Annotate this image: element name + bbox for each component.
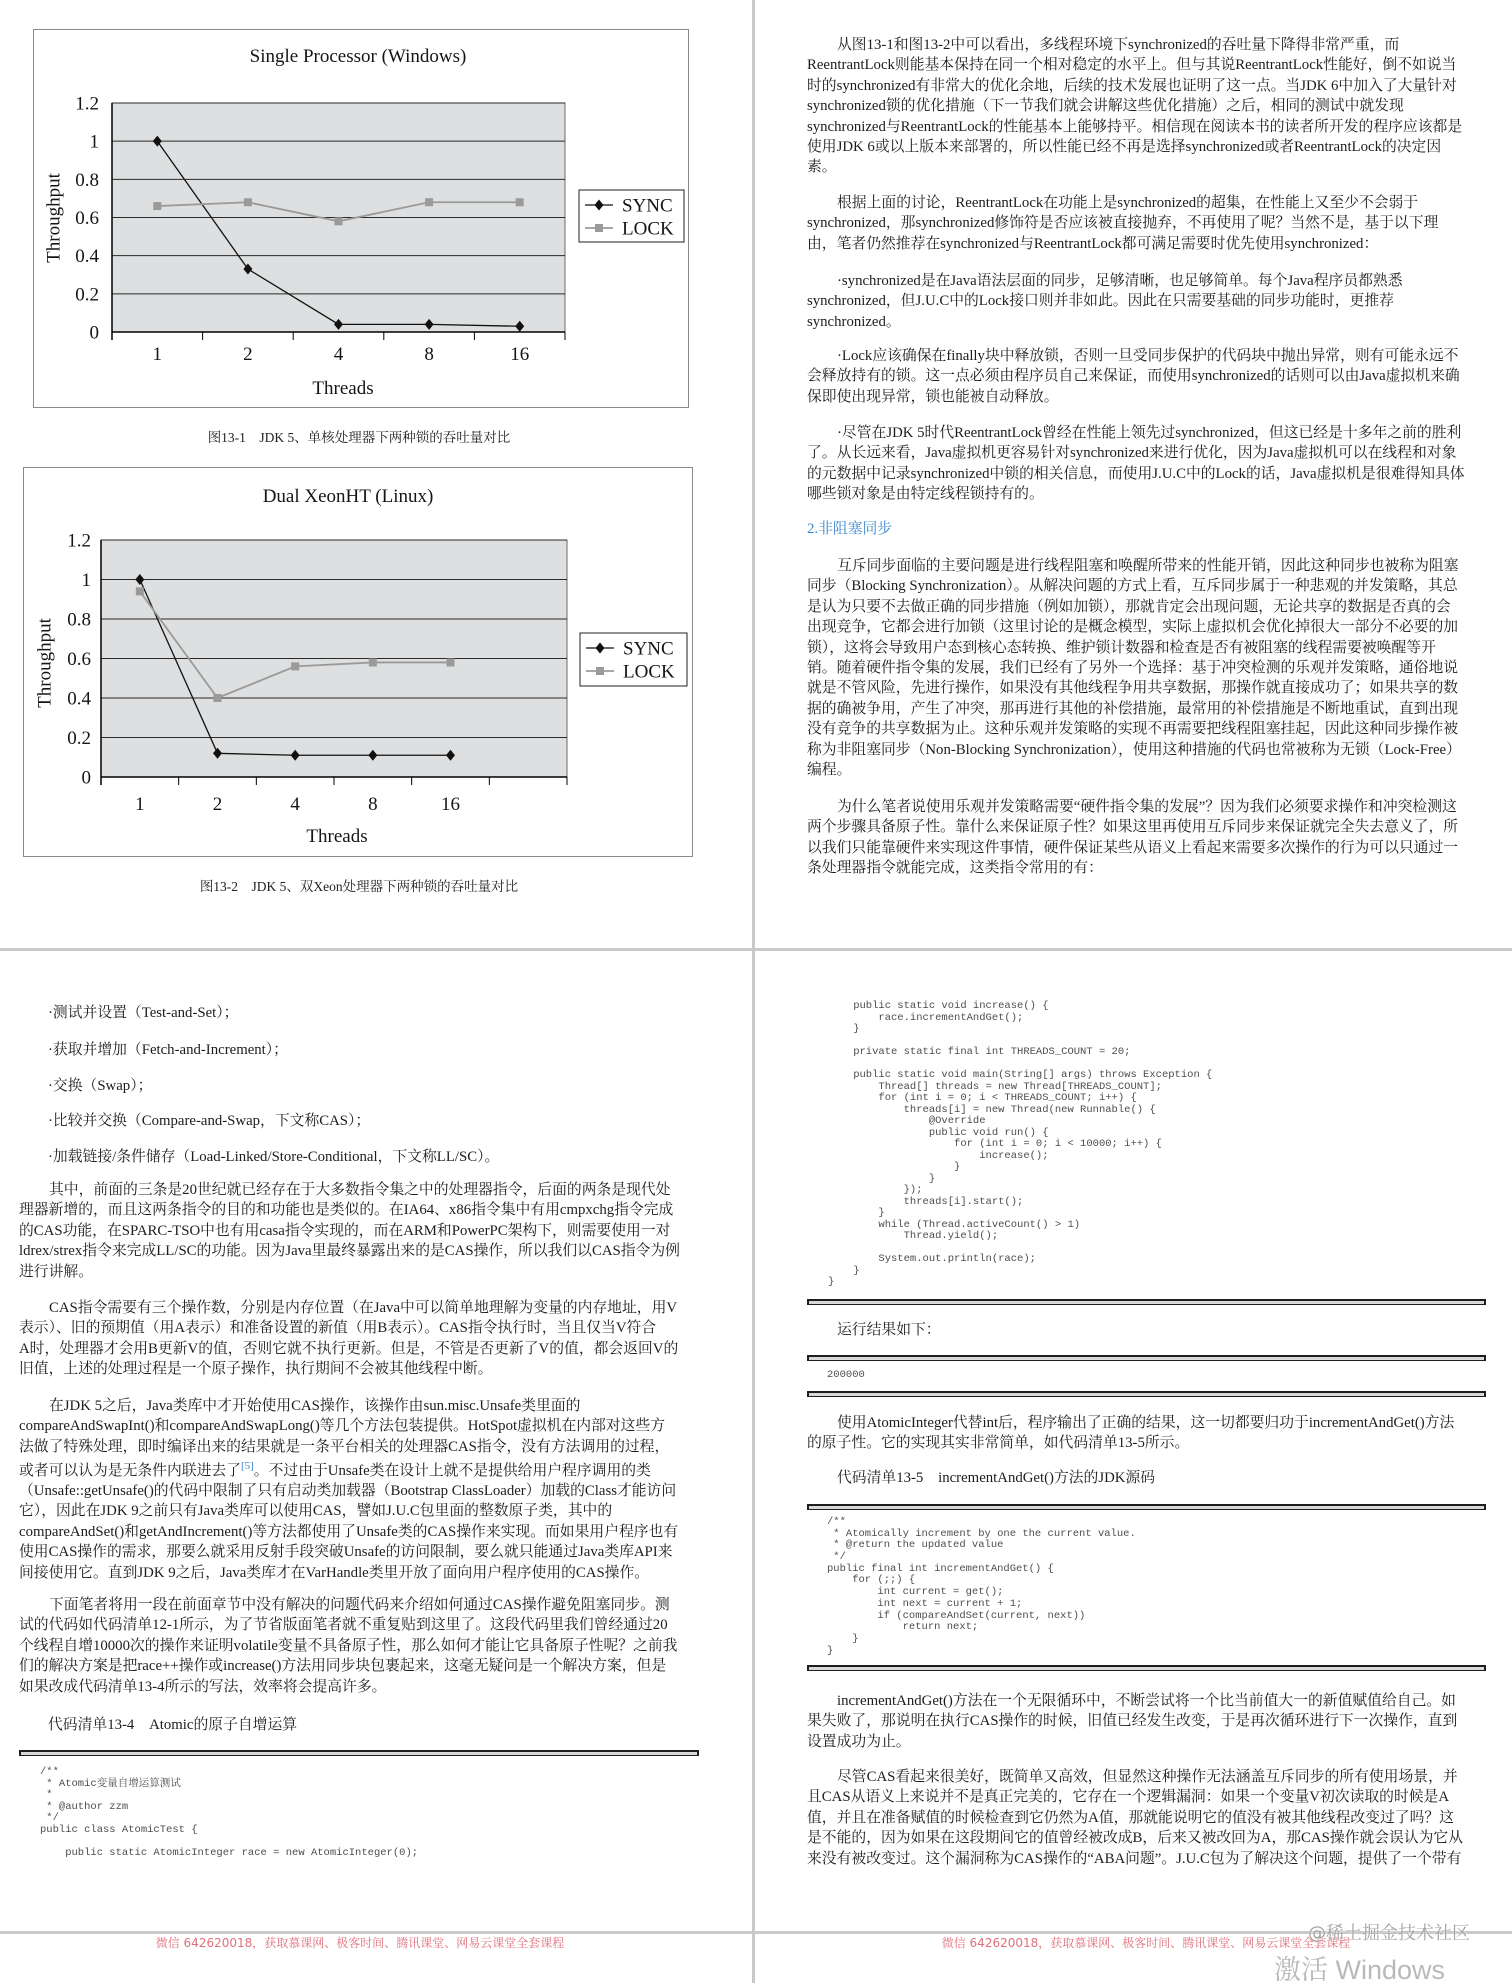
paragraph-hardware-instructions (807, 797, 1458, 879)
code-line: } (828, 1207, 885, 1219)
y-tick-label: 0.8 (75, 169, 99, 191)
code-line: public static void increase() { (828, 1000, 1049, 1012)
code-line: } (827, 1632, 859, 1645)
page-divider-vertical (752, 0, 755, 1983)
code-line: } (828, 1161, 961, 1173)
page-footer-promo: 微信 642620018，获取慕课网、极客时间、腾讯课堂、网易云课堂全套课程 (941, 1936, 1351, 1950)
code-line: threads[i] = new Thread(new Runnable() { (828, 1103, 1156, 1116)
y-tick-label: 1 (81, 570, 91, 591)
paragraph-blocking-sync (807, 556, 1461, 780)
bullet-fetch-and-increment: ·获取并增加（Fetch-and-Increment）； (48, 1042, 288, 1058)
y-tick-label: 0.6 (67, 649, 91, 670)
text-line: synchronized，但J.U.C中的Lock接口则并非如此。因此在只需要基础的同步功能时，更推荐 (807, 293, 1394, 310)
text-line: 为什么笔者说使用乐观并发策略需要“硬件指令集的发展”？因为我们必须要求操作和冲突检测这 (837, 799, 1457, 815)
code-line: increase(); (828, 1149, 1049, 1162)
code-line: Thread[] threads = new Thread[THREADS_COUNT]; (828, 1080, 1162, 1093)
y-tick-label: 1.2 (75, 93, 99, 115)
code-line: for (int i = 0; i < THREADS_COUNT; i++) { (828, 1092, 1137, 1104)
text-line: （Unsafe::getUnsafe()的代码中限制了只有启动类加载器（Bootstrap ClassLoader）加载的Class才能访问 (19, 1483, 677, 1500)
text-line (19, 1461, 678, 1481)
code-line: * Atomic变量自增运算测试 (40, 1777, 181, 1790)
code-line: */ (827, 1551, 846, 1564)
code-block-bottom-rule (807, 1665, 1486, 1671)
code-line: public void run() { (828, 1126, 1049, 1139)
text-line: 时的synchronized有非常大的优化余地，后续的技术发展也证明了这一点。当JDK 6中加入了大量针对 (807, 77, 1457, 94)
paragraph-recommend-synchronized (807, 193, 1438, 254)
code-line: for (int i = 0; i < 10000; i++) { (828, 1138, 1162, 1150)
paragraph-atomic-example-intro (19, 1595, 677, 1697)
code-block-top-rule (19, 1750, 699, 1756)
text-line: synchronized与ReentrantLock的性能基本上能够持平。相信现在阅读本书的读者所开发的程序应该都是 (807, 118, 1463, 135)
text-line: 值，并且在准备赋值的时候检查到它仍然为A值，那就能说明它的值没有被其他线程改变过了吗？这 (807, 1809, 1454, 1826)
text-line: synchronized，那synchronized修饰符是否应该被直接抛弃，不再使用了呢？当然不是，基于以下理 (807, 215, 1439, 232)
chart-dual-xeon (23, 467, 693, 857)
bullet-test-and-set: ·测试并设置（Test-and-Set）； (48, 1005, 239, 1021)
code-line: public final int incrementAndGet() { (827, 1562, 1054, 1575)
text-line: 销。随着硬件指令集的发展，我们已经有了另外一个选择：基于冲突检测的乐观并发策略，通俗地说 (807, 659, 1459, 676)
text-span: 或者可以认为是无条件内联进去了 (19, 1462, 241, 1479)
code-line: Thread.yield(); (828, 1230, 999, 1242)
code-line: } (828, 1276, 835, 1288)
text-line: 理器新增的，而且这两条指令的目的和功能也是类似的。在IA64、x86指令集中有用cmpxchg指令完成 (19, 1202, 674, 1219)
text-line: 的元数据中记录synchronized中锁的相关信息，而使用J.U.C中的Lock的话，Java虚拟机是很难得知具体 (807, 465, 1465, 482)
page-footer-promo: 微信 642620018，获取慕课网、极客时间、腾讯课堂、网易云课堂全套课程 (155, 1936, 565, 1950)
bullet-compare-and-swap: ·比较并交换（Compare-and-Swap，下文称CAS）； (48, 1113, 371, 1129)
code-line: } (828, 1023, 860, 1035)
text-line: 们的解决方案是把race++操作或increase()方法用同步块包裹起来，这毫无疑问是一个解决方案，但是 (19, 1658, 667, 1675)
text-line: 使用JDK 6或以上版本来部署的，所以性能已经不再是选择synchronized或者ReentrantLock的决定因 (807, 138, 1442, 155)
text-line: 旧值，上述的处理过程是一个原子操作，执行期间不会被其他线程中断。 (19, 1361, 493, 1378)
text-line: synchronized锁的优化措施（下一节我们就会讲解这些优化措施）之后，相同的测试中就发现 (807, 98, 1404, 115)
text-line: 称为非阻塞同步（Non-Blocking Synchronization），使用这种措施的代码也常被称为无锁（Lock-Free） (807, 741, 1461, 758)
text-line: 且CAS从语义上来说并不是真正完美的，它存在一个逻辑漏洞：如果一个变量V初次读取的时候是A (807, 1789, 1450, 1806)
text-line: 同步（Blocking Synchronization）。从解决问题的方式上看，互斥同步属于一种悲观的并发策略，其总 (807, 578, 1458, 595)
result-label: 运行结果如下： (837, 1322, 941, 1338)
text-line: 的原子性。它的实现其实非常简单，如代码清单13-5所示。 (807, 1435, 1190, 1452)
data-point-lock (369, 658, 377, 666)
x-tick-label: 1 (135, 794, 145, 815)
section-heading-non-blocking: 2.非阻塞同步 (807, 521, 893, 537)
x-tick-label: 16 (510, 344, 530, 365)
code-line: /** (40, 1766, 59, 1778)
text-line: 互斥同步面临的主要问题是进行线程阻塞和唤醒所带来的性能开销，因此这种同步也被称为阻塞 (837, 558, 1459, 574)
x-tick-label: 4 (333, 344, 344, 365)
code-line: } (827, 1644, 834, 1657)
figure-13-1-caption: 图13-1 JDK 5、单核处理器下两种锁的吞吐量对比 (207, 430, 511, 445)
paragraph-cas-operands (19, 1298, 678, 1380)
text-line: 下面笔者将用一段在前面章节中没有解决的问题代码来介绍如何通过CAS操作避免阻塞同步。测 (49, 1597, 670, 1613)
code-line: * @return the updated value (827, 1539, 1004, 1552)
text-line: 就是不管风险，先进行操作，如果没有其他线程争用共享数据，那操作就直接成功了；如果共享的数 (807, 680, 1459, 697)
y-tick-label: 0.8 (67, 609, 91, 631)
output-block-bottom-rule (807, 1391, 1486, 1397)
code-line: @Override (828, 1115, 986, 1127)
bullet-reason-syntax (807, 271, 1403, 332)
text-line: 的CAS功能，在SPARC-TSO中也有用casa指令实现的，而在ARM和PowerPC架构下，则需要使用一对 (19, 1222, 671, 1239)
page-divider-bottom (0, 1931, 1512, 1934)
code-listing-13-4 (40, 1767, 418, 1859)
legend-marker-lock (595, 224, 603, 232)
figure-13-2-caption: 图13-2 JDK 5、双Xeon处理器下两种锁的吞吐量对比 (199, 879, 519, 894)
text-line: compareAndSwapInt()和compareAndSwapLong()等几个方法包装提供。HotSpot虚拟机在内部对这些方 (19, 1418, 666, 1435)
bullet-ll-sc: ·加载链接/条件储存（Load-Linked/Store-Conditional，下文称LL/SC）。 (48, 1149, 500, 1165)
code-line: */ (40, 1812, 59, 1824)
chart-title: Single Processor (Windows) (249, 46, 467, 67)
paragraph-aba-problem (807, 1767, 1463, 1869)
code-line: private static final int THREADS_COUNT = 20; (828, 1046, 1131, 1058)
paragraph-atomic-result (807, 1413, 1454, 1454)
code-line: threads[i].start(); (828, 1195, 1024, 1208)
data-point-lock (153, 202, 161, 210)
text-line: 是不能的，因为如果在这段期间它的值曾经被改成B，后来又被改回为A，那CAS操作就会误认为它从 (807, 1830, 1464, 1847)
text-line: compareAndSet()和getAndIncrement()等方法都使用了Unsafe类的CAS操作来实现。而如果用户程序也有 (19, 1523, 679, 1540)
chart-title: Dual XeonHT (Linux) (262, 486, 434, 507)
text-line: 使用AtomicInteger代替int后，程序输出了正确的结果，这一切都要归功于incrementAndGet()方法 (837, 1415, 1455, 1431)
code-block-bottom-rule (807, 1299, 1486, 1305)
data-point-lock (291, 662, 299, 670)
paragraph-unsafe-cas (19, 1396, 678, 1583)
listing-13-4-caption: 代码清单13-4 Atomic的原子自增运算 (48, 1717, 298, 1733)
code-listing-13-5 (827, 1517, 1136, 1657)
x-tick-label: 8 (368, 794, 378, 815)
text-line: 由，笔者仍然推荐在synchronized与ReentrantLock都可满足需要时优先使用synchronized： (807, 235, 1379, 252)
text-line: 表示）、旧的预期值（用A表示）和准备设置的新值（用B表示）。CAS指令执行时，当且仅当V符合 (19, 1320, 657, 1337)
text-line: 没有竞争的共享数据为止。这种乐观并发策略的实现不再需要把线程阻塞挂起，因此这种同步操作被 (807, 721, 1459, 738)
y-tick-label: 0.4 (75, 246, 99, 268)
text-line: 根据上面的讨论，ReentrantLock在功能上是synchronized的超集，在性能上又至少不会弱于 (837, 195, 1419, 211)
page-divider-horizontal (0, 948, 1512, 951)
y-tick-label: 0 (81, 767, 91, 789)
text-line: 是认为只要不去做正确的同步措施（例如加锁），那就肯定会出现问题，无论共享的数据是否真的会 (807, 598, 1451, 615)
text-line: 从图13-1和图13-2中可以看出，多线程环境下synchronized的吞吐量下降得非常严重，而 (837, 37, 1400, 53)
x-tick-label: 8 (424, 344, 434, 365)
text-line: 间接使用它。直到JDK 9之后，Java类库才在VarHandle类里开放了面向用户程序使用的CAS操作。 (19, 1564, 650, 1581)
code-line: /** (827, 1516, 846, 1528)
paragraph-throughput-analysis (807, 35, 1462, 178)
y-tick-label: 0.4 (67, 688, 91, 710)
text-line: 哪些锁对象是由特定线程锁持有的。 (807, 486, 1044, 503)
code-line: public static void main(String[] args) throws Exception { (828, 1069, 1213, 1081)
text-line: 进行讲解。 (19, 1263, 93, 1280)
legend-label-lock: LOCK (623, 661, 675, 683)
text-line: 果失败了，那说明在执行CAS操作的时候，旧值已经发生改变，于是再次循环进行下一次操作，直到 (807, 1713, 1458, 1730)
community-watermark: @稀土掘金技术社区 (1308, 1923, 1470, 1944)
bullet-reason-finally (807, 346, 1460, 407)
text-line: 会释放持有的锁。这一点必须由程序员自己来保证，而使用synchronized的话则可以由Java虚拟机来确 (807, 368, 1460, 385)
text-line: 其中，前面的三条是20世纪就已经存在于大多数指令集之中的处理器指令，后面的两条是现代处 (49, 1182, 671, 1198)
x-tick-label: 2 (243, 344, 253, 365)
text-line: 它），因此在JDK 9之前只有Java类库可以使用CAS，譬如J.U.C包里面的整数原子类，其中的 (19, 1503, 613, 1520)
code-line: int current = get(); (827, 1586, 1004, 1599)
code-listing-13-4-continued (828, 1001, 1212, 1289)
data-point-lock (425, 198, 433, 206)
x-tick-label: 4 (290, 794, 300, 815)
text-line: ·Lock应该确保在finally块中释放锁，否则一旦受同步保护的代码块中抛出异常，则有可能永远不 (837, 348, 1459, 364)
data-point-lock (516, 198, 524, 206)
y-tick-label: 0.6 (75, 208, 99, 229)
data-point-lock (244, 198, 252, 206)
x-tick-label: 16 (441, 794, 460, 815)
chart-single-processor (33, 29, 689, 408)
text-line: synchronized。 (807, 313, 901, 330)
y-tick-label: 1 (89, 131, 99, 153)
bullet-reason-jvm-optimization (807, 423, 1465, 505)
text-span: 。不过由于Unsafe类在设计上就不是提供给用户程序调用的类 (253, 1462, 651, 1479)
data-point-lock (335, 217, 343, 225)
text-line: 保即使出现异常，锁也能被自动释放。 (807, 388, 1059, 405)
data-point-lock (136, 587, 144, 595)
paragraph-increment-loop (807, 1691, 1457, 1752)
code-line: if (compareAndSet(current, next)) (827, 1609, 1086, 1622)
text-line: 尽管CAS看起来很美好，既简单又高效，但显然这种操作无法涵盖互斥同步的所有使用场景，并 (837, 1769, 1458, 1785)
y-tick-label: 0 (89, 322, 99, 344)
legend-label-lock: LOCK (622, 218, 674, 240)
text-line: ldrex/strex指令来完成LL/SC的功能。因为Java里最终暴露出来的是CAS操作，所以我们以CAS指令为例 (19, 1243, 680, 1260)
activate-windows-watermark: 激活 Windows (1274, 1955, 1446, 1985)
y-axis-title: Throughput (43, 173, 65, 263)
y-tick-label: 1.2 (67, 530, 91, 552)
output-block-top-rule (807, 1355, 1486, 1361)
paragraph-instruction-history (19, 1180, 680, 1282)
y-axis-title: Throughput (34, 618, 56, 708)
x-axis-title: Threads (306, 826, 368, 847)
code-line: for (;;) { (827, 1574, 916, 1587)
text-line: 条处理器指令就能完成，这类指令常用的有： (807, 860, 1103, 877)
text-line: 素。 (807, 159, 837, 176)
text-line: ·synchronized是在Java语法层面的同步，足够清晰，也足够简单。每个Java程序员都熟悉 (837, 273, 1403, 289)
text-line: 试的代码如代码清单12-1所示，为了节省版面笔者就不重复贴到这里了。这段代码里我们曾经通过20 (19, 1617, 668, 1634)
data-point-lock (214, 694, 222, 702)
text-line: 在JDK 5之后，Java类库中才开始使用CAS操作，该操作由sun.misc.Unsafe类里面的 (49, 1398, 581, 1414)
text-line: 编程。 (807, 761, 852, 778)
bullet-swap: ·交换（Swap）； (48, 1078, 153, 1094)
code-line: * (40, 1789, 53, 1801)
y-tick-label: 0.2 (75, 284, 99, 306)
legend-label-sync: SYNC (623, 638, 674, 660)
code-line: public class AtomicTest { (40, 1823, 198, 1836)
code-line: return next; (827, 1621, 979, 1634)
text-line: 了。从长远来看，Java虚拟机更容易针对synchronized来进行优化，因为Java虚拟机可以在线程和对象 (807, 445, 1457, 462)
text-line: CAS指令需要有三个操作数，分别是内存位置（在Java中可以简单地理解为变量的内存地址，用V (49, 1300, 678, 1316)
text-line: 使用CAS操作的需求，那要么就采用反射手段突破Unsafe的访问限制，要么就只能通过Java类库API来 (19, 1544, 673, 1561)
program-output: 200000 (827, 1369, 865, 1381)
code-line: } (828, 1172, 936, 1185)
text-line: 据的确被争用，产生了冲突，那再进行其他的补偿措施，最常用的补偿措施是不断地重试，直到出现 (807, 700, 1459, 717)
x-axis-title: Threads (312, 378, 374, 399)
code-line: * @author zzm (40, 1800, 129, 1813)
listing-13-5-caption: 代码清单13-5 incrementAndGet()方法的JDK源码 (837, 1470, 1156, 1486)
code-block-top-rule (807, 1504, 1486, 1510)
text-line: 来没有被改变过。这个漏洞称为CAS操作的“ABA问题”。J.U.C包为了解决这个问题，提供了一个带有 (807, 1850, 1462, 1867)
text-line: 以我们只能靠硬件来实现这件事情，硬件保证某些从语义上看起来需要多次操作的行为可以只通过一 (807, 839, 1459, 856)
code-line: int next = current + 1; (827, 1597, 1023, 1610)
code-line: race.incrementAndGet(); (828, 1011, 1024, 1024)
text-line: ·尽管在JDK 5时代ReentrantLock曾经在性能上领先过synchronized，但这已经是十多年之前的胜利 (837, 425, 1462, 441)
text-line: incrementAndGet()方法在一个无限循环中，不断尝试将一个比当前值大一的新值赋值给自己。如 (837, 1693, 1456, 1709)
legend-label-sync: SYNC (622, 195, 673, 217)
code-line: } (828, 1264, 860, 1277)
text-line: 锁），这将会导致用户态到核心态转换、维护锁计数器和检查是否有被阻塞的线程需要被唤醒等开 (807, 639, 1436, 656)
x-tick-label: 1 (152, 344, 163, 365)
text-line: 两个步骤具备原子性。靠什么来保证原子性？如果这里再使用互斥同步来保证就完全失去意义了，所 (807, 819, 1459, 836)
text-line: 个线程自增10000次的操作来证明volatile变量不具备原子性，那么如何才能让它具备原子性呢？之前我 (19, 1637, 678, 1654)
text-line: A时，处理器才会用B更新V的值，否则它就不执行更新。但是，不管是否更新了V的值，都会返回V的 (19, 1340, 679, 1357)
text-line: 如果改成代码清单13-4所示的写法，效率将会提高许多。 (19, 1678, 387, 1695)
y-tick-label: 0.2 (67, 728, 91, 749)
text-line: 法做了特殊处理，即时编译出来的结果就是一条平台相关的处理器CAS指令，没有方法调用的过程， (19, 1438, 670, 1455)
code-line: }); (828, 1184, 923, 1196)
footnote-reference[interactable]: [5] (240, 1459, 254, 1472)
code-line: while (Thread.activeCount() > 1) (828, 1218, 1081, 1231)
data-point-lock (447, 658, 455, 666)
code-line: System.out.println(race); (828, 1253, 1036, 1265)
text-line: 设置成功为止。 (807, 1733, 911, 1750)
code-line: public static AtomicInteger race = new AtomicInteger(0); (40, 1846, 419, 1859)
code-line (40, 1836, 418, 1848)
x-tick-label: 2 (212, 794, 223, 815)
text-line: ReentrantLock则能基本保持在同一个相对稳定的水平上。但与其说ReentrantLock性能好，倒不如说当 (807, 57, 1457, 74)
text-line: 出现竞争，它都会进行加锁（这里讨论的是概念模型，实际上虚拟机会优化掉很大一部分不必要的加 (807, 619, 1459, 636)
legend-marker-lock (596, 667, 604, 675)
code-line: * Atomically increment by one the current value. (827, 1527, 1136, 1540)
